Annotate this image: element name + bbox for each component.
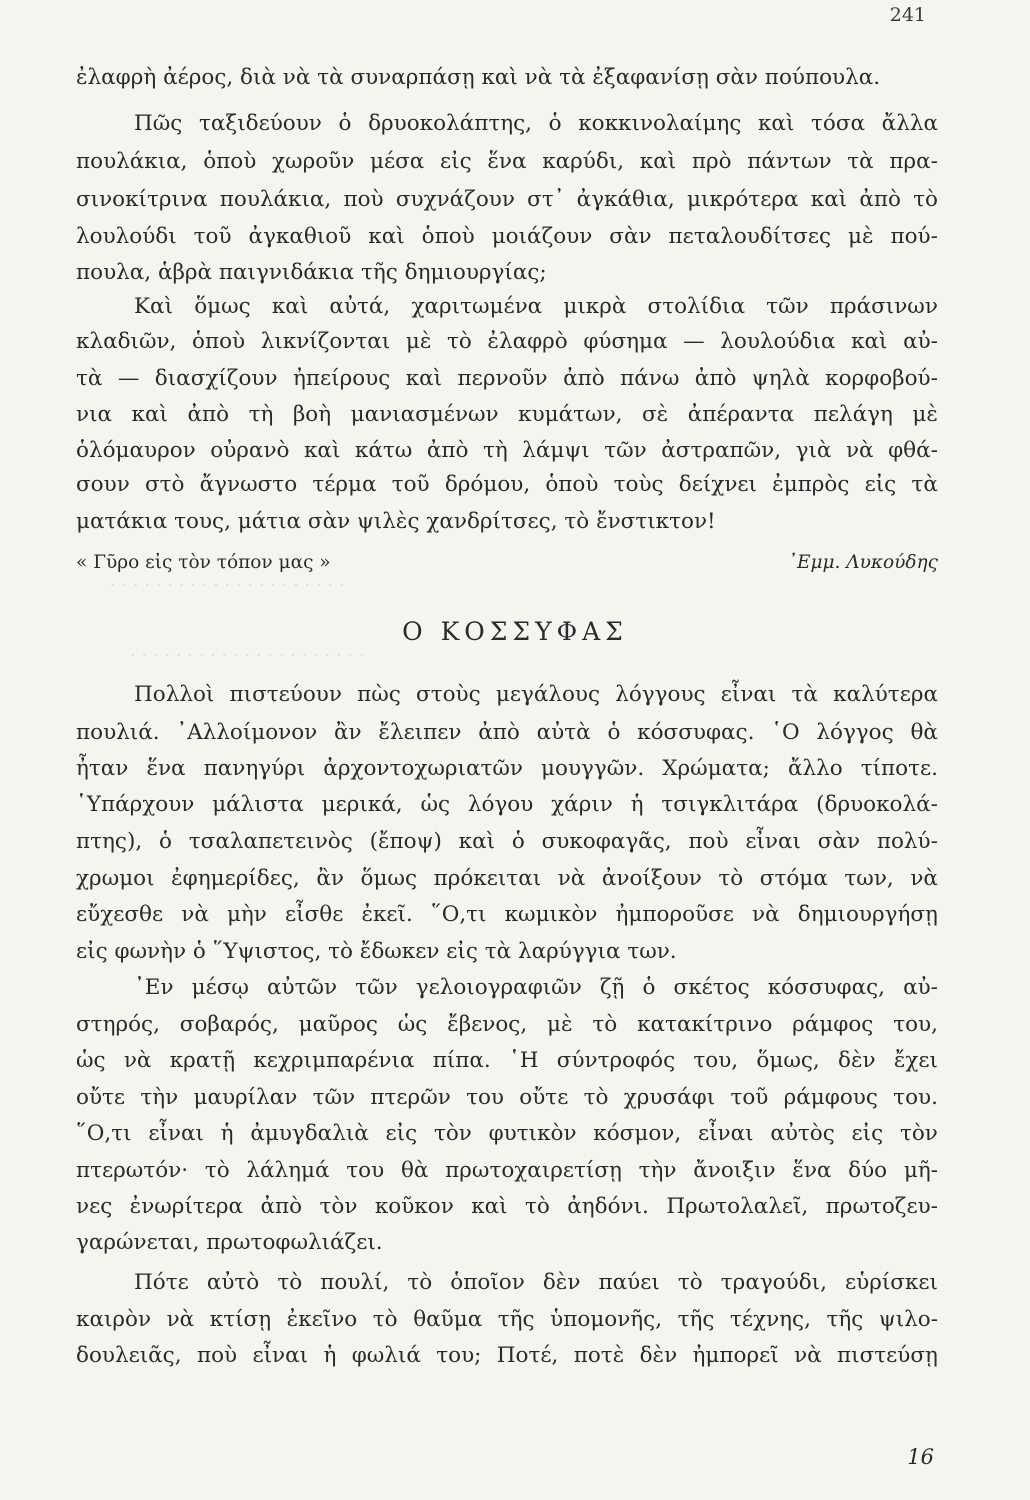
text-line: ματάκια τους, μάτια σὰν ψιλὲς χανδρίτσες, τὸ ἔνστικτον! bbox=[76, 509, 716, 534]
text-line: Καὶ ὅμως καὶ αὐτά, χαριτωμένα μικρὰ στολίδια τῶν πράσινων bbox=[134, 294, 938, 319]
printer-signature: 16 bbox=[907, 1445, 934, 1469]
text-line: ὁλόμαυρον οὐρανὸ καὶ κάτω ἀπὸ τὴ λάμψι τῶν ἀστραπῶν, γιὰ νὰ φθά- bbox=[76, 438, 938, 463]
text-line: εὔχεσθε νὰ μὴν εἶσθε ἐκεῖ. ῞Ο,τι κωμικὸν ἠμποροῦσε νὰ δημιουργήσῃ bbox=[76, 902, 938, 927]
text-line: οὔτε τὴν μαυρίλαν τῶν πτερῶν του οὔτε τὸ χρυσάφι τοῦ ράμφους του. bbox=[76, 1085, 938, 1110]
text-line: κλαδιῶν, ὁποὺ λικνίζονται μὲ τὸ ἐλαφρὸ φύσημα — λουλούδια καὶ αὐ- bbox=[76, 329, 938, 354]
text-line: ὡς νὰ κρατῇ κεχριμπαρένια πίπα. ῾Η σύντροφός του, ὅμως, δὲν ἔχει bbox=[76, 1048, 938, 1073]
text-line: δουλειᾶς, ποὺ εἶναι ἡ φωλιά του; Ποτέ, ποτὲ δὲν ἠμπορεῖ νὰ πιστεύσῃ bbox=[76, 1343, 938, 1368]
source-title: « Γῦρο εἰς τὸν τόπον μας » bbox=[76, 552, 331, 573]
text-line: νια καὶ ἀπὸ τὴ βοὴ μανιασμένων κυμάτων, σὲ ἀπέραντα πελάγη μὲ bbox=[76, 402, 938, 427]
text-line: πουλάκια, ὁποὺ χωροῦν μέσα εἰς ἕνα καρύδι, καὶ πρὸ πάντων τὰ πρα- bbox=[76, 149, 938, 174]
text-line: πουλιά. ᾽Αλλοίμονον ἂν ἔλειπεν ἀπὸ αὐτὰ ὁ κόσσυφας. ῾Ο λόγγος θὰ bbox=[76, 720, 938, 745]
text-line: Πολλοὶ πιστεύουν πὼς στοὺς μεγάλους λόγγους εἶναι τὰ καλύτερα bbox=[134, 682, 938, 707]
page-number: 241 bbox=[889, 4, 926, 26]
text-line: νες ἐνωρίτερα ἀπὸ τὸν κοῦκον καὶ τὸ ἀηδόνι. Πρωτολαλεῖ, πρωτοζευ- bbox=[76, 1194, 938, 1219]
text-line: στηρός, σοβαρός, μαῦρος ὡς ἔβενος, μὲ τὸ κατακίτρινο ράμφος του, bbox=[76, 1012, 938, 1037]
section-title: Ο ΚΟΣΣΥΦΑΣ bbox=[402, 617, 628, 646]
text-line: πουλα, ἁβρὰ παιγνιδάκια τῆς δημιουργίας; bbox=[76, 260, 547, 285]
text-line: τὰ — διασχίζουν ἠπείρους καὶ περνοῦν ἀπὸ πάνω ἀπὸ ψηλὰ κορφοβού- bbox=[76, 366, 938, 391]
bleed-through: · · · · · · · · · · · · · · · · · · · · · bbox=[130, 645, 365, 666]
text-line: Πότε αὐτὸ τὸ πουλί, τὸ ὁποῖον δὲν παύει τὸ τραγούδι, εὑρίσκει bbox=[134, 1270, 938, 1295]
text-line: σινοκίτρινα πουλάκια, ποὺ συχνάζουν στ᾽ ἀγκάθια, μικρότερα καὶ ἀπὸ τὸ bbox=[76, 187, 938, 212]
text-line: χρωμοι ἐφημερίδες, ἂν ὅμως πρόκειται νὰ ἀνοίξουν τὸ στόμα των, νὰ bbox=[76, 866, 938, 891]
text-line: εἰς φωνὴν ὁ ῞Υψιστος, τὸ ἔδωκεν εἰς τὰ λαρύγγια των. bbox=[76, 939, 677, 964]
source-author: ᾽Εμμ. Λυκούδης bbox=[787, 552, 938, 573]
text-line: γαρώνεται, πρωτοφωλιάζει. bbox=[76, 1230, 383, 1255]
text-line: καιρὸν νὰ κτίσῃ ἐκεῖνο τὸ θαῦμα τῆς ὑπομονῆς, τῆς τέχνης, τῆς ψιλο- bbox=[76, 1307, 938, 1332]
text-line: ἐλαφρὴ ἀέρος, διὰ νὰ τὰ συναρπάσῃ καὶ νὰ τὰ ἐξαφανίσῃ σὰν πούπουλα. bbox=[76, 65, 881, 90]
text-line: ῞Ο,τι εἶναι ἡ ἀμυγδαλιὰ εἰς τὸν φυτικὸν κόσμον, εἶναι αὐτὸς εἰς τὸν bbox=[76, 1121, 938, 1146]
bleed-through: · · · · · · · · · · · · · · · · · · · · · bbox=[110, 575, 345, 596]
text-line: λουλούδι τοῦ ἀγκαθιοῦ καὶ ὁποὺ μοιάζουν σὰν πεταλουδίτσες μὲ πού- bbox=[76, 224, 938, 249]
text-line: ᾽Εν μέσῳ αὐτῶν τῶν γελοιογραφιῶν ζῇ ὁ σκέτος κόσσυφας, αὐ- bbox=[134, 975, 938, 1000]
text-line: ἦταν ἕνα πανηγύρι ἀρχοντοχωριατῶν μουγγῶν. Χρώματα; ἄλλο τίποτε. bbox=[76, 756, 938, 781]
text-line: ῾Υπάρχουν μάλιστα μερικά, ὡς λόγου χάριν ἡ τσιγκλιτάρα (δρυοκολά- bbox=[76, 792, 938, 817]
text-line: πτης), ὁ τσαλαπετεινὸς (ἔποψ) καὶ ὁ συκοφαγᾶς, ποὺ εἶναι σὰν πολύ- bbox=[76, 829, 938, 854]
source-attribution bbox=[76, 550, 938, 576]
text-line: σουν στὸ ἄγνωστο τέρμα τοῦ δρόμου, ὁποὺ τοὺς δείχνει ἐμπρὸς εἰς τὰ bbox=[76, 472, 938, 497]
text-line: Πῶς ταξιδεύουν ὁ δρυοκολάπτης, ὁ κοκκινολαίμης καὶ τόσα ἄλλα bbox=[134, 111, 938, 136]
text-line: πτερωτόν· τὸ λάλημά του θὰ πρωτοχαιρετίσῃ τὴν ἄνοιξιν ἕνα δύο μῆ- bbox=[76, 1158, 938, 1183]
